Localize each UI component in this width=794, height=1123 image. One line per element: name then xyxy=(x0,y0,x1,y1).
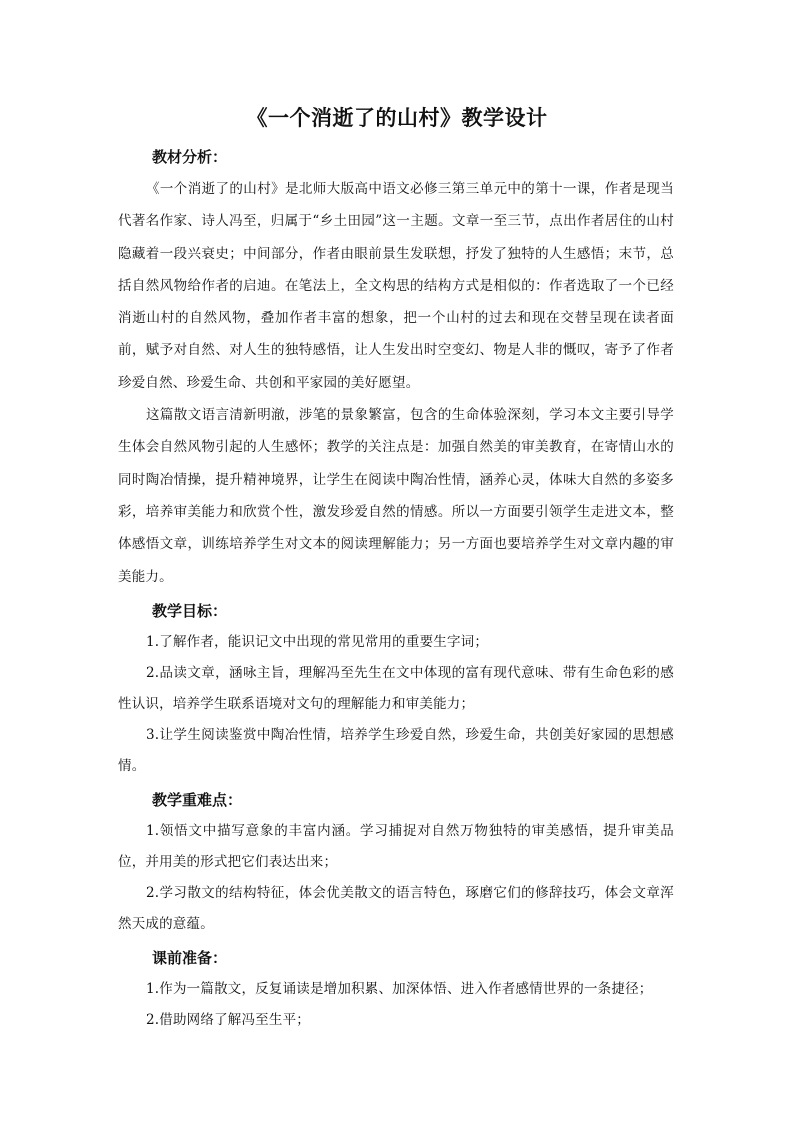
section-analysis xyxy=(118,141,674,593)
goal-item: 1.了解作者，能识记文中出现的常见常用的重要生字词； xyxy=(146,633,489,650)
section-preparation xyxy=(118,942,674,1036)
goal-item: 2.品读文章，涵咏主旨，理解冯至先生在文中体现的富有现代意味、带有生命色彩的感性认识，培养学生联系语境对文句的理解能力和审美能力； xyxy=(118,664,674,712)
analysis-paragraph: 这篇散文语言清新明澈，涉笔的景象繁富，包含的生命体验深刻，学习本文主要引导学生体会自然风物引起的人生感怀；教学的关注点是：加强自然美的审美教育，在寄情山水的同时陶冶情操，提升精神境界，让学生在阅读中陶冶性情，涵养心灵，体味大自然的多姿多彩，培养审美能力和欣赏个性，激发珍爱自然的情感。所以一方面要引领学生走进文本，整体感悟文章，训练培养学生对文本的阅读理解能力；另一方面也要培养学生对文章内趣的审美能力。 xyxy=(118,407,674,585)
analysis-paragraph: 《一个消逝了的山村》是北师大版高中语文必修三第三单元中的第十一课，作者是现当代著名作家、诗人冯至，归属于“乡土田园”这一主题。文章一至三节，点出作者居住的山村隐藏着一段兴衰史；中间部分，作者由眼前景生发联想，抒发了独特的人生感悟；末节，总括自然风物给作者的启迪。在笔法上，全文构思的结构方式是相似的：作者选取了一个已经消逝山村的自然风物，叠加作者丰富的想象，把一个山村的过去和现在交替呈现在读者面前，赋予对自然、对人生的独特感悟，让人生发出时空变幻、物是人非的慨叹，寄予了作者珍爱自然、珍爱生命、共创和平家园的美好愿望。 xyxy=(118,181,674,391)
document-body xyxy=(118,141,674,1036)
key-point-item: 1.领悟文中描写意象的丰富内涵。学习捕捉对自然万物独特的审美感悟，提升审美品位，并用美的形式把它们表达出来； xyxy=(118,822,674,870)
preparation-item: 2.借助网络了解冯至生平； xyxy=(146,1011,310,1028)
section-heading-analysis: 教材分析： xyxy=(152,148,228,166)
preparation-item: 1.作为一篇散文，反复诵读是增加积累、加深体悟、进入作者感情世界的一条捷径； xyxy=(146,980,653,997)
section-key-points xyxy=(118,784,674,940)
document-title: 《一个消逝了的山村》教学设计 xyxy=(246,105,548,130)
section-heading-preparation: 课前准备： xyxy=(152,948,228,967)
section-heading-key-points: 教学重难点： xyxy=(152,790,243,809)
goal-item: 3.让学生阅读鉴赏中陶冶性情，培养学生珍爱自然，珍爱生命，共创美好家园的思想感情。 xyxy=(118,726,674,774)
key-point-item: 2.学习散文的结构特征，体会优美散文的语言特色，琢磨它们的修辞技巧，体会文章浑然天成的意蕴。 xyxy=(118,884,674,932)
section-goals xyxy=(118,595,674,782)
section-heading-goals: 教学目标： xyxy=(152,601,228,620)
